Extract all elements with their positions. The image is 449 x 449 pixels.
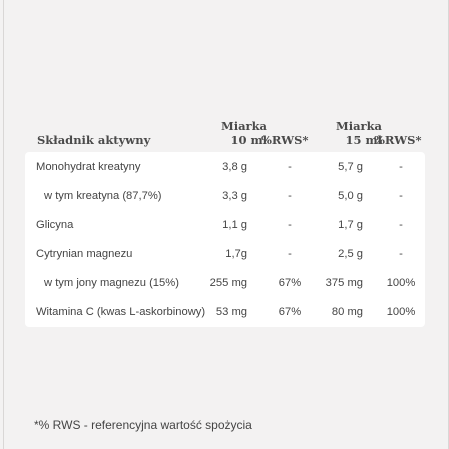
amount-10ml: 1,1 g bbox=[222, 219, 247, 231]
ingredient-name: Witamina C (kwas L-askorbinowy) bbox=[36, 306, 206, 318]
table-row bbox=[25, 244, 425, 264]
table-row bbox=[25, 157, 425, 177]
table-header bbox=[25, 119, 425, 149]
rws-15ml: - bbox=[399, 248, 403, 260]
amount-15ml: 2,5 g bbox=[338, 248, 363, 260]
amount-15ml: 5,0 g bbox=[338, 190, 363, 202]
rws-15ml: - bbox=[399, 161, 403, 173]
nutrition-table bbox=[25, 152, 425, 327]
footnote: *% RWS - referencyjna wartość spożycia bbox=[34, 418, 252, 432]
header-dose-10-line1: Miarka bbox=[220, 119, 267, 133]
rws-10ml: 67% bbox=[278, 306, 302, 318]
header-dose-10-line2: 10 ml bbox=[230, 133, 267, 147]
frame-left-line bbox=[3, 0, 4, 449]
rws-10ml: - bbox=[288, 219, 292, 231]
amount-10ml: 255 mg bbox=[209, 277, 247, 289]
table-row bbox=[25, 215, 425, 235]
table-row bbox=[25, 302, 425, 322]
ingredient-name: Monohydrat kreatyny bbox=[36, 161, 141, 173]
ingredient-name: Glicyna bbox=[36, 219, 74, 231]
header-rws-15: %RWS* bbox=[374, 133, 422, 147]
rws-10ml: - bbox=[288, 190, 292, 202]
amount-15ml: 5,7 g bbox=[338, 161, 363, 173]
ingredient-name: w tym jony magnezu (15%) bbox=[44, 277, 179, 289]
amount-10ml: 3,3 g bbox=[222, 190, 247, 202]
table-row bbox=[25, 273, 425, 293]
rws-10ml: - bbox=[288, 248, 292, 260]
rws-15ml: 100% bbox=[386, 277, 416, 289]
amount-10ml: 53 mg bbox=[215, 306, 247, 318]
amount-15ml: 80 mg bbox=[331, 306, 363, 318]
amount-10ml: 3,8 g bbox=[222, 161, 247, 173]
ingredient-name: Cytrynian magnezu bbox=[36, 248, 133, 260]
rws-10ml: 67% bbox=[278, 277, 302, 289]
header-rws-10: %RWS* bbox=[261, 133, 309, 147]
header-dose-15-line1: Miarka bbox=[335, 119, 382, 133]
rws-15ml: - bbox=[399, 190, 403, 202]
table-row bbox=[25, 186, 425, 206]
rws-15ml: - bbox=[399, 219, 403, 231]
ingredient-name: w tym kreatyna (87,7%) bbox=[44, 190, 162, 202]
rws-15ml: 100% bbox=[386, 306, 416, 318]
amount-10ml: 1,7g bbox=[225, 248, 247, 260]
header-dose-15-line2: 15 ml bbox=[345, 133, 382, 147]
amount-15ml: 375 mg bbox=[325, 277, 363, 289]
header-ingredient: Składnik aktywny bbox=[37, 133, 151, 147]
rws-10ml: - bbox=[288, 161, 292, 173]
amount-15ml: 1,7 g bbox=[338, 219, 363, 231]
